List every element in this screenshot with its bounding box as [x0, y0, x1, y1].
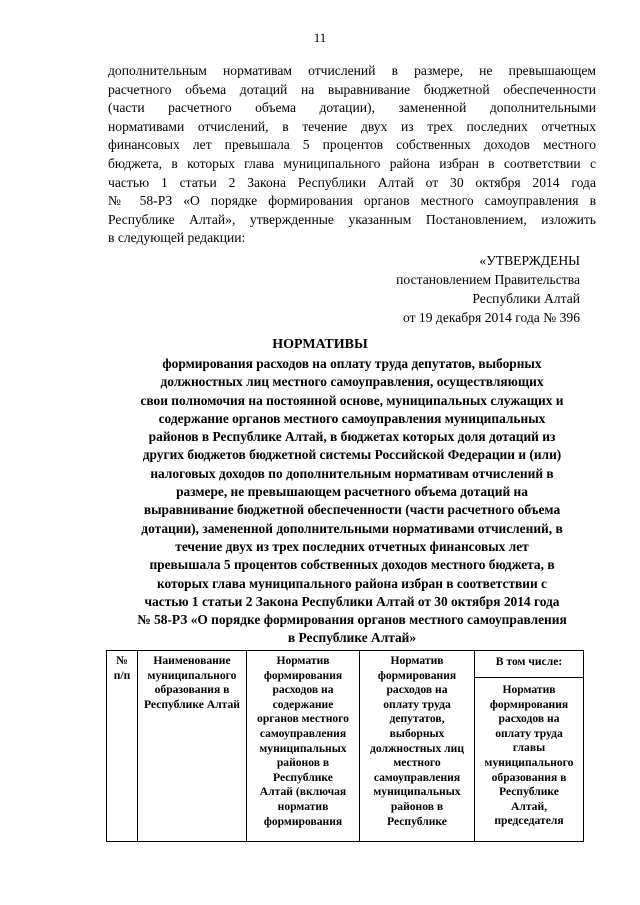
subtitle-line: превышала 5 процентов собственных доходов местного бюджета, в	[149, 557, 555, 573]
subtitle-line: других бюджетов бюджетной системы Российской Федерации и (или)	[142, 447, 562, 463]
text-line: № 58-РЗ «О порядке формирования органов местного самоуправления в	[108, 193, 596, 209]
text-line: расчетного объема дотаций на выравнивание бюджетной обеспеченности	[108, 81, 596, 97]
header-norm-deputies: Норматив формирования расходов на оплату труда депутатов, выборных должностных лиц местного самоуправления муниципальных районов в Республике	[360, 651, 475, 842]
page-number: 11	[313, 30, 327, 45]
text-line: частью 1 статьи 2 Закона Республики Алтай от 30 октября 2014 года	[108, 174, 596, 190]
document-subtitle	[104, 355, 600, 648]
approval-line: постановлением Правительства	[396, 272, 580, 287]
header-municipality-name: Наименование муниципального образования в Республике Алтай	[138, 651, 247, 842]
table-header-row	[107, 651, 584, 678]
norms-table	[106, 650, 584, 842]
text-line: финансовых лет превышала 5 процентов собственных доходов местного	[108, 137, 596, 153]
text-line: бюджета, в которых глава муниципального района избран в соответствии с	[108, 155, 596, 171]
text-line: дополнительным нормативам отчислений в размере, не превышающем	[108, 63, 596, 78]
header-norm-bodies: Норматив формирования расходов на содержание органов местного самоуправления муниципальных районов в Республике Алтай (включая норматив формирования	[247, 651, 360, 842]
subtitle-line: дотации), замененной дополнительными нормативами отчислений, в	[141, 520, 563, 536]
text-line: Республике Алтай», утвержденные указанным Постановлением, изложить	[108, 211, 596, 227]
approval-heading: «УТВЕРЖДЕНЫ	[479, 253, 580, 268]
subtitle-line: течение двух из трех последних отчетных финансовых лет	[175, 538, 529, 554]
header-norm-head: Норматив формирования расходов на оплату труда главы муниципального образования в Республике Алтай, председателя	[475, 678, 584, 842]
approval-date: от 19 декабря 2014 года № 396	[402, 310, 580, 325]
subtitle-line: размере, не превышающем расчетного объема дотаций на	[176, 484, 528, 500]
subtitle-line: свои полномочия на постоянной основе, муниципальных служащих и	[140, 392, 564, 408]
document-title: НОРМАТИВЫ	[272, 337, 368, 352]
subtitle-line: в Республике Алтай»	[287, 630, 417, 646]
subtitle-line: которых глава муниципального района избран в соответствии с	[157, 575, 547, 591]
subtitle-line: должностных лиц местного самоуправления, осуществляющих	[160, 374, 544, 390]
approval-line: Республики Алтай	[472, 291, 580, 306]
approval-block	[360, 251, 580, 327]
subtitle-line: формирования расходов на оплату труда депутатов, выборных	[162, 356, 542, 371]
subtitle-line: № 58-РЗ «О порядке формирования органов местного самоуправления	[137, 612, 567, 628]
subtitle-line: выравнивание бюджетной обеспеченности (части расчетного объема	[143, 502, 561, 518]
text-line: в следующей редакции:	[108, 230, 246, 246]
subtitle-line: частью 1 статьи 2 Закона Республики Алтай от 30 октября 2014 года	[144, 593, 560, 609]
header-number: № п/п	[107, 651, 138, 842]
subtitle-line: районов в Республике Алтай, в бюджетах которых доля дотаций из	[148, 429, 556, 445]
body-paragraph	[108, 62, 596, 248]
text-line: нормативами отчислений, в течение двух из трех последних отчетных	[108, 118, 596, 134]
subtitle-line: налоговых доходов по дополнительным нормативам отчислений в	[150, 465, 554, 481]
text-line: (части расчетного объема дотации), замененной дополнительными	[108, 100, 596, 116]
header-including: В том числе:	[475, 651, 584, 678]
subtitle-line: содержание органов местного самоуправления муниципальных	[158, 410, 546, 426]
